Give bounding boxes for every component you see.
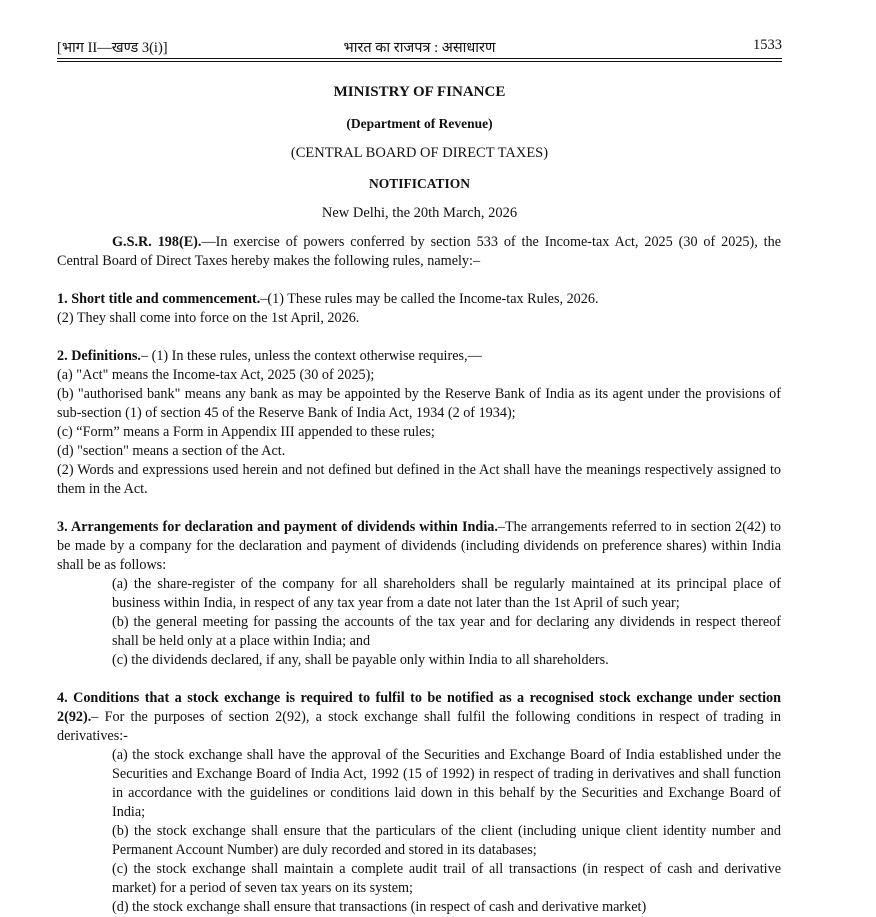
- notification-body: [57, 233, 781, 917]
- date-line: New Delhi, the 20th March, 2026: [321, 205, 518, 221]
- rule-2-clause-b: (b) "authorised bank" means any bank as may be appointed by the Reserve Bank of India as its agent under the provisions of sub-section (1) of section 45 of the Reserve Bank of India Act, 1934 (2 of 1934);: [57, 386, 781, 421]
- page-header: [57, 37, 782, 57]
- rule-3-clause-c: (c) the dividends declared, if any, shall be payable only within India to all shareholders.: [112, 652, 609, 668]
- gazette-title: भारत का राजपत्र : असाधारण: [343, 40, 496, 56]
- rule-2-heading: 2. Definitions.: [57, 348, 141, 364]
- rule-4-heading: 4. Conditions that a stock exchange is required to fulfil to be notified as a recognised stock exchange under section 2(92).: [57, 690, 781, 725]
- department-name: (Department of Revenue): [346, 116, 493, 131]
- rule-4-clause-b: (b) the stock exchange shall ensure that the particulars of the client (including unique client identity number and Permanent Account Number) are duly recorded and stored in its databases;: [112, 823, 781, 858]
- rule-4-intro-text: – For the purposes of section 2(92), a stock exchange shall fulfil the following conditions in respect of trading in derivatives:-: [57, 709, 781, 744]
- gazette-part-label: [भाग II—खण्ड 3(i)]: [57, 40, 168, 56]
- preamble-text: —In exercise of powers conferred by section 533 of the Income-tax Act, 2025 (30 of 2025), the Central Board of Direct Taxes hereby makes the following rules, namely:–: [57, 234, 781, 269]
- rule-2-clause-a: (a) "Act" means the Income-tax Act, 2025 (30 of 2025);: [57, 367, 375, 383]
- notification-heading: NOTIFICATION: [368, 176, 470, 191]
- page-number: 1533: [753, 37, 782, 53]
- rule-3-intro: [57, 518, 781, 575]
- rule-4-clause-a: (a) the stock exchange shall have the approval of the Securities and Exchange Board of India established under the Securities and Exchange Board of India Act, 1992 (15 of 1992) in respect of trading in derivatives and shall function in accordance with the guidelines or conditions laid down in this behalf by the Securities and Exchange Board of India;: [112, 747, 781, 820]
- gsr-number: G.S.R. 198(E).: [112, 234, 202, 250]
- board-name: (CENTRAL BOARD OF DIRECT TAXES): [290, 145, 549, 161]
- rule-1-text: –(1) These rules may be called the Income-tax Rules, 2026.: [260, 291, 599, 307]
- rule-2-intro-text: – (1) In these rules, unless the context otherwise requires,—: [140, 348, 482, 364]
- rule-1-line-1: [57, 290, 781, 309]
- rule-2-intro: [57, 347, 781, 366]
- header-rule-thick: [57, 58, 782, 59]
- preamble-paragraph: [57, 233, 781, 271]
- rule-3-clause-b: (b) the general meeting for passing the accounts of the tax year and for declaring any dividends in respect thereof shall be held only at a place within India; and: [112, 614, 781, 649]
- rule-4-clause-c: (c) the stock exchange shall maintain a complete audit trail of all transactions (in respect of cash and derivative market) for a period of seven tax years on its system;: [112, 861, 781, 896]
- rule-2-clause-d: (d) "section" means a section of the Act.: [57, 443, 286, 459]
- rule-2-clause-c: (c) “Form” means a Form in Appendix III appended to these rules;: [57, 424, 435, 440]
- ministry-title: MINISTRY OF FINANCE: [333, 84, 506, 100]
- rule-3-heading: 3. Arrangements for declaration and payment of dividends within India.: [57, 519, 498, 535]
- rule-4-clause-d: (d) the stock exchange shall ensure that transactions (in respect of cash and derivative market): [112, 899, 647, 915]
- rule-1-heading: 1. Short title and commencement.: [57, 291, 261, 307]
- rule-4-intro: [57, 689, 781, 746]
- header-rule-thin: [57, 61, 782, 62]
- rule-3-clause-a: (a) the share-register of the company for all shareholders shall be regularly maintained at its principal place of business within India, in respect of any tax year from a date not later than the 1st April of such year;: [112, 576, 781, 611]
- rule-2-subrule-2: (2) Words and expressions used herein and not defined but defined in the Act shall have the meanings respectively assigned to them in the Act.: [57, 462, 781, 497]
- rule-3-intro-text: –The arrangements referred to in section 2(42) to be made by a company for the declaration and payment of dividends (including dividends on preference shares) within India shall be as follows:: [57, 519, 781, 573]
- rule-1-line-2: (2) They shall come into force on the 1st April, 2026.: [57, 310, 360, 326]
